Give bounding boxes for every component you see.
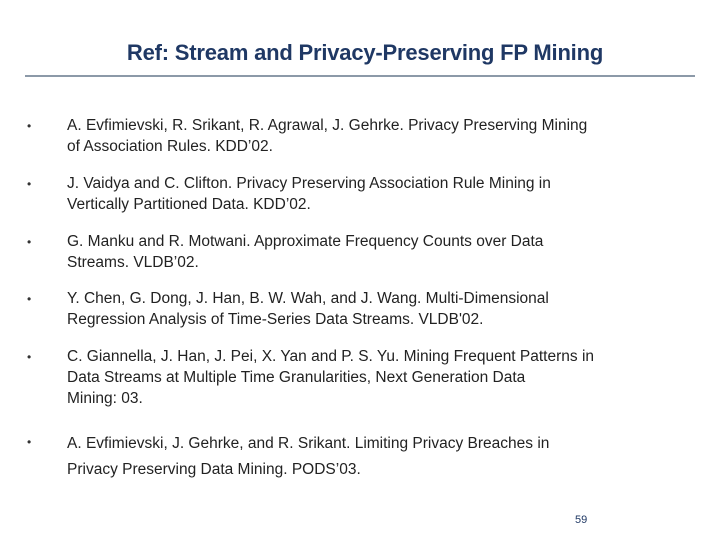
reference-text — [67, 115, 687, 157]
reference-line: Data Streams at Multiple Time Granularities, Next Generation Data — [67, 369, 526, 386]
reference-line: Vertically Partitioned Data. KDD’02. — [67, 196, 311, 213]
bullet-icon: • — [27, 119, 32, 133]
reference-line: J. Vaidya and C. Clifton. Privacy Preserving Association Rule Mining in — [67, 175, 551, 192]
reference-line: Streams. VLDB’02. — [67, 254, 199, 271]
reference-text — [67, 431, 687, 483]
reference-line: Mining: 03. — [67, 390, 143, 407]
bullet-icon: • — [27, 350, 32, 364]
reference-line: A. Evfimievski, J. Gehrke, and R. Srikant. Limiting Privacy Breaches in — [67, 435, 550, 452]
bullet-icon: • — [27, 177, 32, 191]
reference-text — [67, 173, 687, 215]
bullet-icon: • — [27, 292, 32, 306]
page-number: 59 — [575, 514, 588, 526]
reference-line: Y. Chen, G. Dong, J. Han, B. W. Wah, and J. Wang. Multi-Dimensional — [67, 290, 549, 307]
reference-text — [67, 231, 687, 273]
reference-line: A. Evfimievski, R. Srikant, R. Agrawal, J. Gehrke. Privacy Preserving Mining — [67, 117, 588, 134]
reference-line: G. Manku and R. Motwani. Approximate Frequency Counts over Data — [67, 233, 544, 250]
reference-line: C. Giannella, J. Han, J. Pei, X. Yan and P. S. Yu. Mining Frequent Patterns in — [67, 348, 595, 365]
reference-line: Regression Analysis of Time-Series Data Streams. VLDB'02. — [67, 311, 484, 328]
slide-title: Ref: Stream and Privacy-Preserving FP Mining — [126, 40, 604, 65]
reference-text — [67, 288, 687, 330]
reference-line: Privacy Preserving Data Mining. PODS’03. — [67, 461, 361, 478]
bullet-icon: • — [27, 435, 32, 449]
bullet-icon: • — [27, 235, 32, 249]
reference-line: of Association Rules. KDD’02. — [67, 138, 273, 155]
reference-text — [67, 346, 687, 409]
